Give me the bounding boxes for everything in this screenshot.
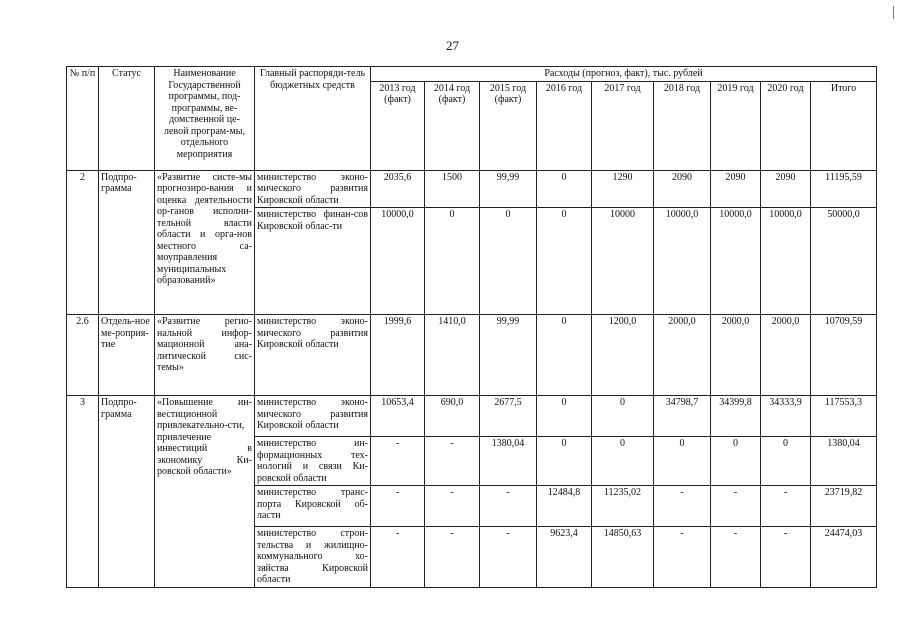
header-total: Итого	[811, 81, 877, 170]
budget-table	[66, 66, 877, 588]
cell-value: 0	[425, 208, 480, 315]
cell-value: 10000,0	[711, 208, 761, 315]
row-status: Подпро-грамма	[99, 170, 155, 315]
header-year: 2020 год	[761, 81, 811, 170]
row-distributor: министерство строи-тельства и жилищно-коммунального хо-зяйства Кировской области	[255, 527, 371, 588]
table-row	[67, 170, 877, 208]
cell-total: 50000,0	[811, 208, 877, 315]
row-distributor: министерство эконо-мического развития Кировской области	[255, 170, 371, 208]
cell-value: 2090	[761, 170, 811, 208]
row-num: 3	[67, 396, 99, 588]
cell-value: 690,0	[425, 396, 480, 437]
cell-value: 2000,0	[761, 315, 811, 396]
header-num: № п/п	[67, 67, 99, 171]
cell-value: 10000,0	[761, 208, 811, 315]
cell-value: 34399,8	[711, 396, 761, 437]
cell-total: 23719,82	[811, 486, 877, 527]
cell-value: 0	[537, 396, 592, 437]
cell-value: 1290	[592, 170, 654, 208]
header-year: 2013 год (факт)	[371, 81, 425, 170]
cell-value: -	[425, 437, 480, 486]
cell-value: 2000,0	[711, 315, 761, 396]
header-year: 2019 год	[711, 81, 761, 170]
cell-value: 0	[537, 208, 592, 315]
cell-value: 0	[711, 437, 761, 486]
cell-value: 10653,4	[371, 396, 425, 437]
page-number: 27	[446, 38, 459, 53]
cell-value: 2035,6	[371, 170, 425, 208]
cell-value: -	[371, 437, 425, 486]
cell-value: 1999,6	[371, 315, 425, 396]
header-year: 2018 год	[654, 81, 711, 170]
row-distributor: министерство эконо-мического развития Кировской области	[255, 396, 371, 437]
cell-value: 99,99	[480, 170, 537, 208]
header-year: 2017 год	[592, 81, 654, 170]
row-distributor: министерство ин-формационных тех-нологий и связи Ки-ровской области	[255, 437, 371, 486]
header-status: Статус	[99, 67, 155, 171]
header-expenses: Расходы (прогноз, факт), тыс. рублей	[371, 67, 877, 82]
table-row	[67, 315, 877, 396]
cell-value: 1200,0	[592, 315, 654, 396]
cell-value: -	[371, 486, 425, 527]
cell-value: 10000,0	[371, 208, 425, 315]
row-name: «Развитие регио-нальной инфор-мационной ана-литической сис-темы»	[155, 315, 255, 396]
row-num: 2	[67, 170, 99, 315]
cell-value: 99,99	[480, 315, 537, 396]
row-distributor: министерство транс-порта Кировской об-ласти	[255, 486, 371, 527]
row-status: Подпро-грамма	[99, 396, 155, 588]
header-year: 2015 год (факт)	[480, 81, 537, 170]
cell-value: 34333,9	[761, 396, 811, 437]
cell-value: 12484,8	[537, 486, 592, 527]
row-distributor: министерство финан-сов Кировской облас-ти	[255, 208, 371, 315]
cell-total: 10709,59	[811, 315, 877, 396]
row-name: «Развитие систе-мы прогнозиро-вания и оценка деятельности ор-ганов исполни-тельной власти области и орга-нов местного са-моуправления муниципальных образований»	[155, 170, 255, 315]
cell-value: -	[480, 486, 537, 527]
cell-value: -	[761, 486, 811, 527]
cell-value: -	[654, 486, 711, 527]
cell-value: 0	[761, 437, 811, 486]
cell-value: -	[654, 527, 711, 588]
row-num: 2.6	[67, 315, 99, 396]
table-row	[67, 396, 877, 437]
row-status: Отдель-ное ме-роприя-тие	[99, 315, 155, 396]
header-year: 2014 год (факт)	[425, 81, 480, 170]
cell-value: 0	[480, 208, 537, 315]
cell-value: -	[425, 486, 480, 527]
cell-total: 117553,3	[811, 396, 877, 437]
cell-value: 11235,02	[592, 486, 654, 527]
cell-value: 2090	[711, 170, 761, 208]
cell-total: 1380,04	[811, 437, 877, 486]
cell-value: 0	[592, 437, 654, 486]
row-distributor: министерство эконо-мического развития Кировской области	[255, 315, 371, 396]
cell-value: -	[711, 486, 761, 527]
cell-value: 0	[537, 437, 592, 486]
cell-value: 1380,04	[480, 437, 537, 486]
cell-value: 0	[537, 315, 592, 396]
cell-value: 2090	[654, 170, 711, 208]
row-name: «Повышение ин-вестиционной привлекательно-сти, привлечение инвестиций в экономику Ки-ровской области»	[155, 396, 255, 588]
cell-value: 0	[537, 170, 592, 208]
cell-value: 2677,5	[480, 396, 537, 437]
cell-value: -	[425, 527, 480, 588]
cell-value: 0	[592, 396, 654, 437]
cell-value: 10000	[592, 208, 654, 315]
cell-value: -	[480, 527, 537, 588]
scan-edge-mark	[893, 6, 894, 19]
cell-value: 14850,63	[592, 527, 654, 588]
cell-value: 2000,0	[654, 315, 711, 396]
cell-value: 1500	[425, 170, 480, 208]
header-distributor: Главный распоряди-тель бюджетных средств	[255, 67, 371, 171]
cell-value: 1410,0	[425, 315, 480, 396]
cell-total: 11195,59	[811, 170, 877, 208]
header-name: Наименование Государственной программы, под-программы, ве-домственной це-левой програм-мы, отдельного мероприятия	[155, 67, 255, 171]
cell-value: 9623,4	[537, 527, 592, 588]
cell-value: -	[761, 527, 811, 588]
cell-total: 24474,03	[811, 527, 877, 588]
cell-value: 34798,7	[654, 396, 711, 437]
cell-value: -	[711, 527, 761, 588]
header-year: 2016 год	[537, 81, 592, 170]
table-header	[67, 67, 877, 171]
cell-value: 10000,0	[654, 208, 711, 315]
cell-value: 0	[654, 437, 711, 486]
cell-value: -	[371, 527, 425, 588]
